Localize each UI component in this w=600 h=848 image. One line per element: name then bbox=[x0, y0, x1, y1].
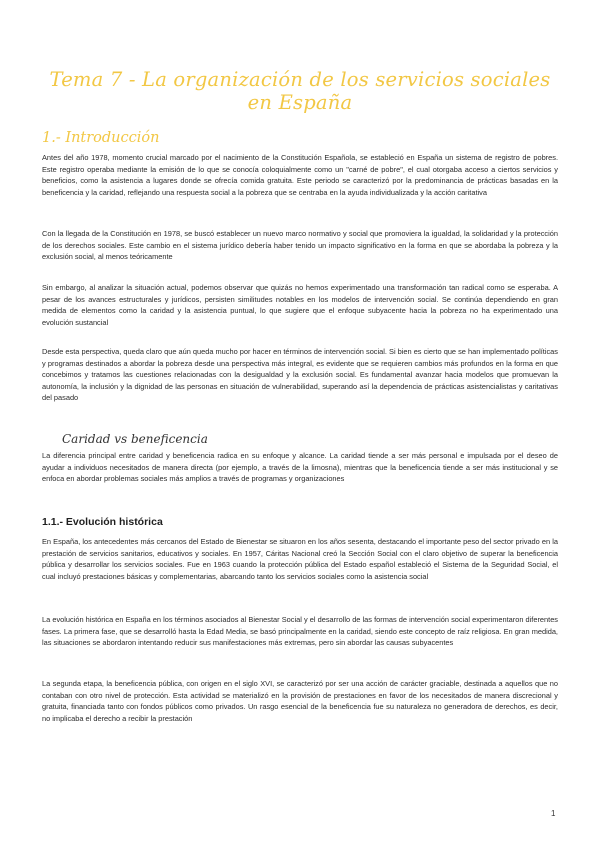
paragraph: La evolución histórica en España en los términos asociados al Bienestar Social y el desarrollo de las formas de intervención social experimentaron diferentes fases. La primera fase, que se desarrolló hasta la Edad Media, se basó principalmente en la caridad, siendo este concepto de raíz religiosa. En gran medida, las situaciones se abordaron intentando reducir sus manifestaciones más extremas, pero sin abordar las causas subyacentes bbox=[42, 615, 558, 647]
paragraph: La segunda etapa, la beneficencia pública, con origen en el siglo XVI, se caracterizó por ser una acción de carácter graciable, destinada a aquellos que no contaban con otro nivel de protección. Esta actividad se materializó en la provisión de prestaciones en favor de los necesitados de manera discrecional y gratuita, financiada tanto con fondos públicos como privados. Un rasgo esencial de la beneficencia fue su naturaleza no generadora de derechos, es decir, no implicaba el derecho a recibir la prestación bbox=[42, 679, 558, 723]
subsection-heading-caridad: Caridad vs beneficencia bbox=[62, 432, 208, 446]
section-heading-introduccion: 1.- Introducción bbox=[42, 130, 160, 146]
page-number: 1 bbox=[551, 809, 556, 818]
paragraph: Con la llegada de la Constitución en 1978, se buscó establecer un nuevo marco normativo y social que promoviera la igualdad, la solidaridad y la protección de los derechos sociales. Este cambio en el sistema jurídico debería haber tenido un impacto significativo en la forma en que se abordaba la pobreza y la exclusión social, al menos teóricamente bbox=[42, 229, 558, 261]
paragraph: La diferencia principal entre caridad y beneficencia radica en su enfoque y alcance. La caridad tiende a ser más personal e impulsada por el deseo de ayudar a individuos necesitados de manera directa (por ejemplo, a través de la limosna), mientras que la beneficencia tiende a ser más institucional y se enfoca en abordar problemas sociales más amplios a través de programas y organizaciones bbox=[42, 451, 558, 483]
paragraph: En España, los antecedentes más cercanos del Estado de Bienestar se situaron en los años sesenta, destacando el importante peso del sector privado en la prestación de servicios sanitarios, educativos y sociales. En 1957, Cáritas Nacional creó la Sección Social con el claro objetivo de superar la beneficencia pública y desarrollar los servicios sociales. Fue en 1963 cuando la protección pública del Estado español estableció el Sistema de la Seguridad Social, el cual incluyó prestaciones básicas y complementarias, abarcando tanto los servicios sociales como la asistencia social bbox=[42, 537, 558, 581]
section-heading-evolucion: 1.1.- Evolución histórica bbox=[42, 516, 163, 528]
paragraph: Sin embargo, al analizar la situación actual, podemos observar que quizás no hemos experimentado una transformación tan radical como se esperaba. A pesar de los avances estructurales y jurídicos, persisten similitudes notables en los modelos de intervención social. Se continúa dependiendo en gran medida de elementos como la caridad y la asistencia puntual, lo que sugiere que el enfoque subyacente hacia la pobreza no ha experimentado una evolución sustancial bbox=[42, 283, 558, 327]
document-title: Tema 7 - La organización de los servicios sociales en España bbox=[49, 68, 551, 114]
paragraph: Desde esta perspectiva, queda claro que aún queda mucho por hacer en términos de intervención social. Si bien es cierto que se han implementado políticas y programas destinados a abordar la pobreza desde una perspectiva más integral, es evidente que se requieren cambios más profundos en la forma en que concebimos y tratamos las cuestiones relacionadas con la desigualdad y la exclusión social. Es fundamental avanzar hacia modelos que promuevan la autonomía, la inclusión y la dignidad de las personas en situación de vulnerabilidad, superando así la dependencia de prácticas asistencialistas y caritativas del pasado bbox=[42, 347, 558, 402]
paragraph: Antes del año 1978, momento crucial marcado por el nacimiento de la Constitución Española, se estableció en España un sistema de registro de pobres. Este registro operaba mediante la emisión de lo que se conocía coloquialmente como un "carné de pobre", el cual otorgaba acceso a ciertos servicios y beneficios, como la asistencia a lugares donde se ofrecía comida gratuita. Este periodo se caracterizó por la predominancia de prácticas basadas en la beneficencia y la caridad, reflejando una respuesta social a la pobreza que se centraba en la ayuda individualizada y la acción caritativa bbox=[42, 153, 558, 197]
